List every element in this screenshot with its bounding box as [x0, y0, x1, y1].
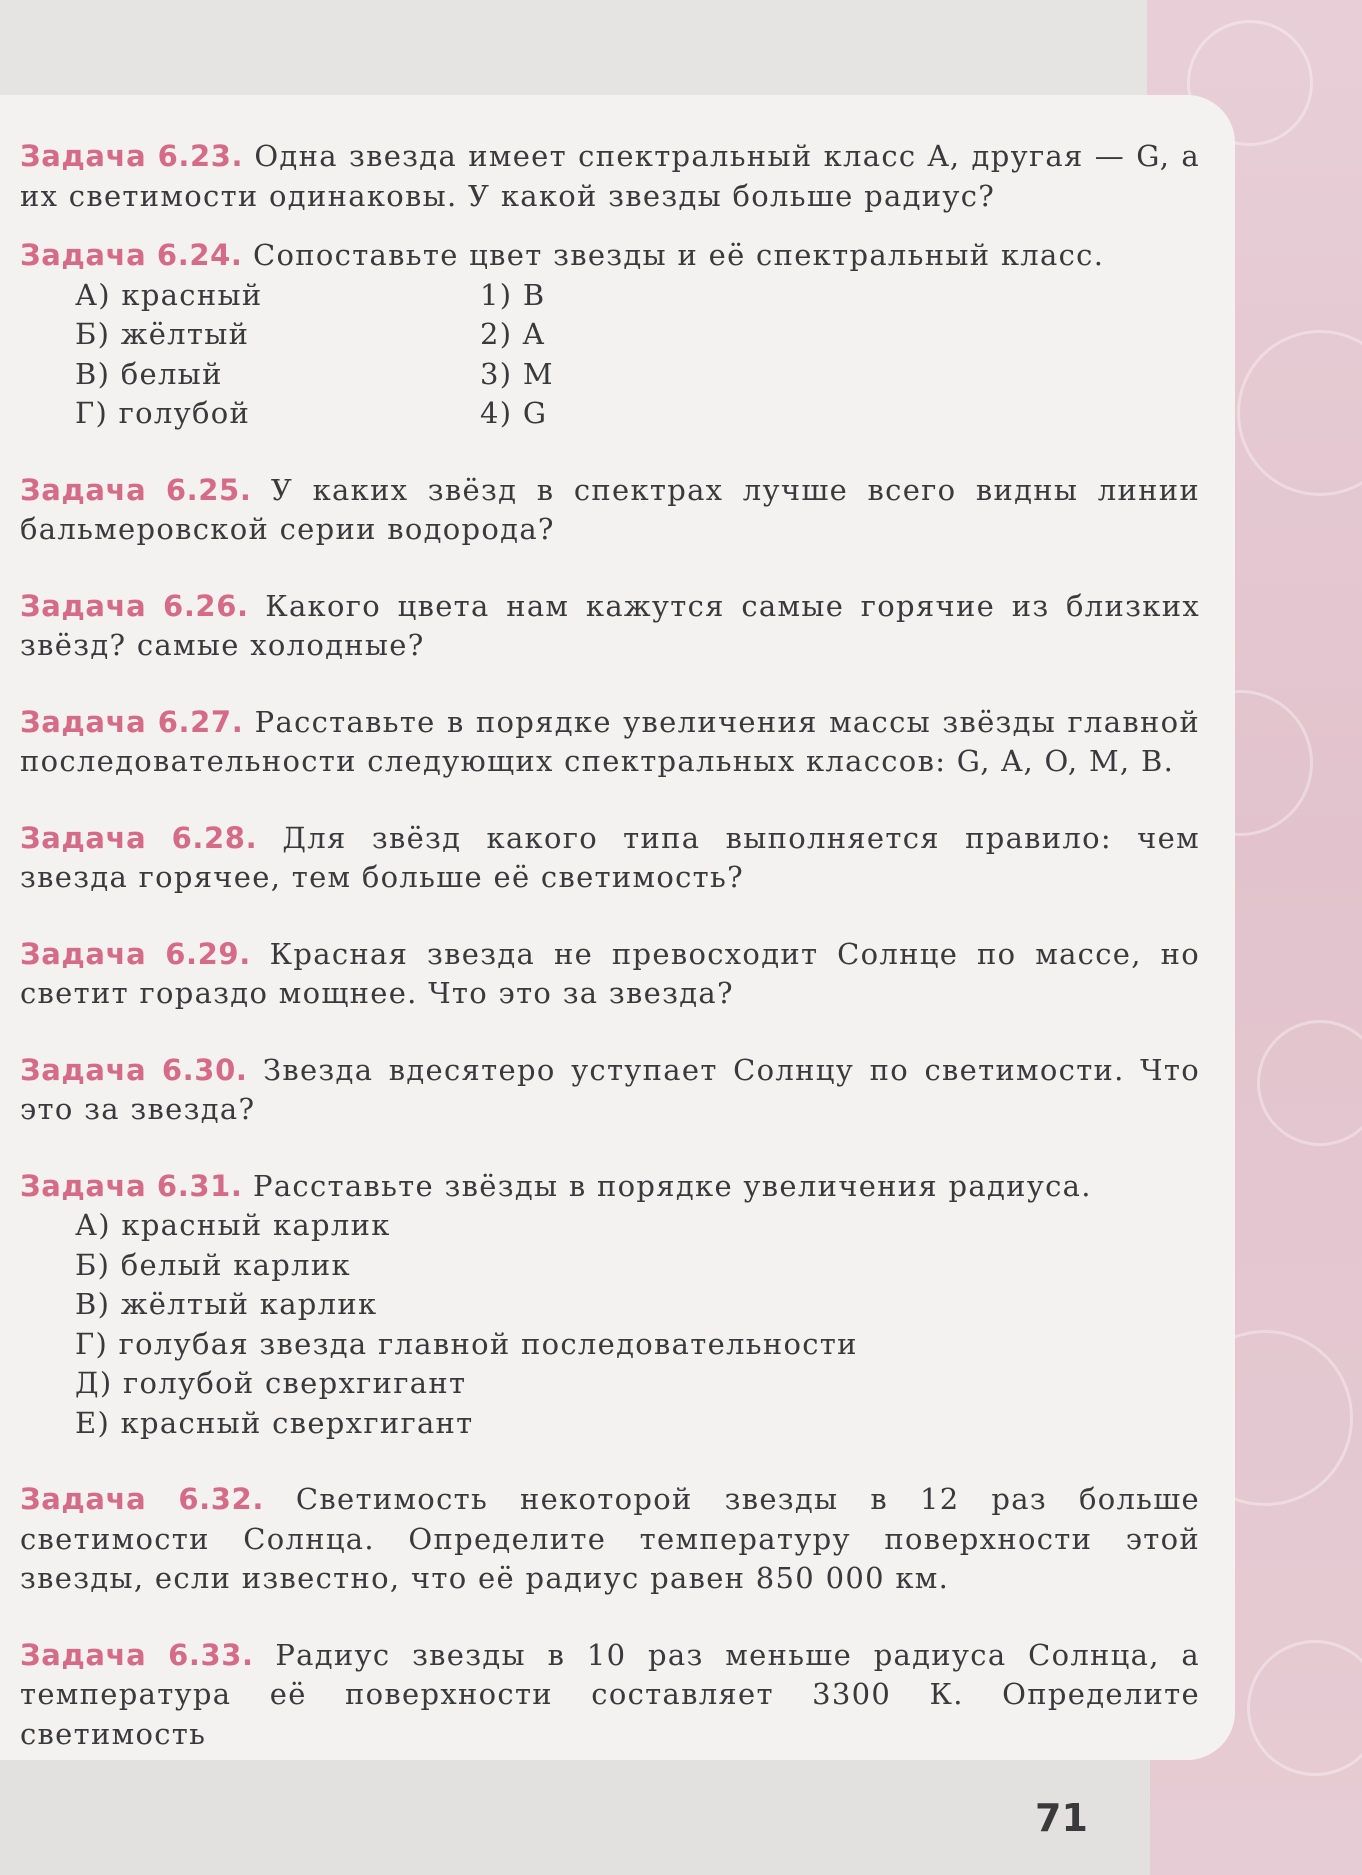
task-6-29 [20, 935, 1200, 1014]
task-text: Сопоставьте цвет звезды и её спектральный класс. [242, 238, 1105, 272]
task-6-26 [20, 587, 1200, 666]
list-item: Б) белый карлик [75, 1247, 351, 1282]
task-6-27 [20, 703, 1200, 782]
task-6-28 [20, 819, 1200, 898]
list-item: Д) голубой сверхгигант [75, 1366, 467, 1400]
task-text: Для звёзд какого типа выполняется правило: чем звезда горячее, тем больше её светимость? [20, 820, 1200, 894]
color-option: Б) жёлтый [75, 317, 250, 351]
task-label: Задача 6.24. [20, 238, 243, 272]
task-label: Задача 6.28. [20, 820, 258, 855]
class-option: 2) A [480, 317, 546, 351]
task-text: Радиус звезды в 10 раз меньше радиуса Солнца, а температура её поверхности составляет 3300 К. Определите светимость [20, 1637, 1200, 1751]
task-label: Задача 6.26. [20, 588, 249, 623]
color-option: В) белый [75, 356, 223, 391]
matching-list [20, 276, 1200, 434]
matching-row [75, 355, 1200, 395]
task-6-24 [20, 236, 1200, 276]
matching-row [75, 394, 1200, 434]
color-option: Г) голубой [75, 396, 251, 430]
task-6-23 [20, 137, 1200, 216]
task-label: Задача 6.31. [20, 1168, 243, 1203]
page-number: 71 [1035, 1796, 1088, 1840]
task-text: Расставьте в порядке увеличения массы звёзды главной последовательности следующих спектральных классов: G, A, O, M, B. [20, 704, 1200, 778]
list-item: А) красный карлик [75, 1208, 391, 1242]
task-6-30 [20, 1051, 1200, 1130]
task-text: У каких звёзд в спектрах лучше всего видны линии бальмеровской серии водорода? [20, 472, 1200, 546]
page-bottom-margin [0, 1760, 1150, 1875]
task-text: Красная звезда не превосходит Солнце по массе, но светит гораздо мощнее. Что это за звезда? [20, 936, 1200, 1010]
task-text: Какого цвета нам кажутся самые горячие из близких звёзд? самые холодные? [20, 588, 1200, 662]
task-label: Задача 6.29. [20, 936, 251, 971]
list-item: Е) красный сверхгигант [75, 1405, 474, 1440]
star-type-list [20, 1206, 1200, 1443]
task-text: Одна звезда имеет спектральный класс A, другая — G, а их светимости одинаковы. У какой звезды больше радиус? [20, 139, 1200, 213]
task-list [20, 137, 1200, 1754]
task-6-31 [20, 1167, 1200, 1207]
task-label: Задача 6.33. [20, 1637, 254, 1672]
task-label: Задача 6.30. [20, 1052, 248, 1087]
task-text: Расставьте звёзды в порядке увеличения радиуса. [242, 1168, 1092, 1203]
task-label: Задача 6.32. [20, 1482, 264, 1516]
task-text: Звезда вдесятеро уступает Солнцу по светимости. Что это за звезда? [20, 1052, 1200, 1126]
class-option: 1) B [480, 277, 546, 312]
matching-row [75, 315, 1200, 355]
list-item: В) жёлтый карлик [75, 1287, 378, 1321]
class-option: 4) G [480, 396, 548, 430]
class-option: 3) M [480, 356, 554, 391]
list-item: Г) голубая звезда главной последовательности [75, 1326, 858, 1361]
task-label: Задача 6.25. [20, 472, 252, 507]
task-label: Задача 6.27. [20, 704, 244, 739]
task-text: Светимость некоторой звезды в 12 раз больше светимости Солнца. Определите температуру поверхности этой звезды, если известно, что её радиус равен 850 000 км. [20, 1482, 1200, 1595]
color-option: А) красный [75, 277, 263, 312]
matching-row [75, 276, 1200, 316]
task-6-33 [20, 1636, 1200, 1755]
page-top-margin [0, 0, 1150, 95]
task-6-32 [20, 1480, 1200, 1599]
task-label: Задача 6.23. [20, 139, 244, 173]
task-6-25 [20, 471, 1200, 550]
